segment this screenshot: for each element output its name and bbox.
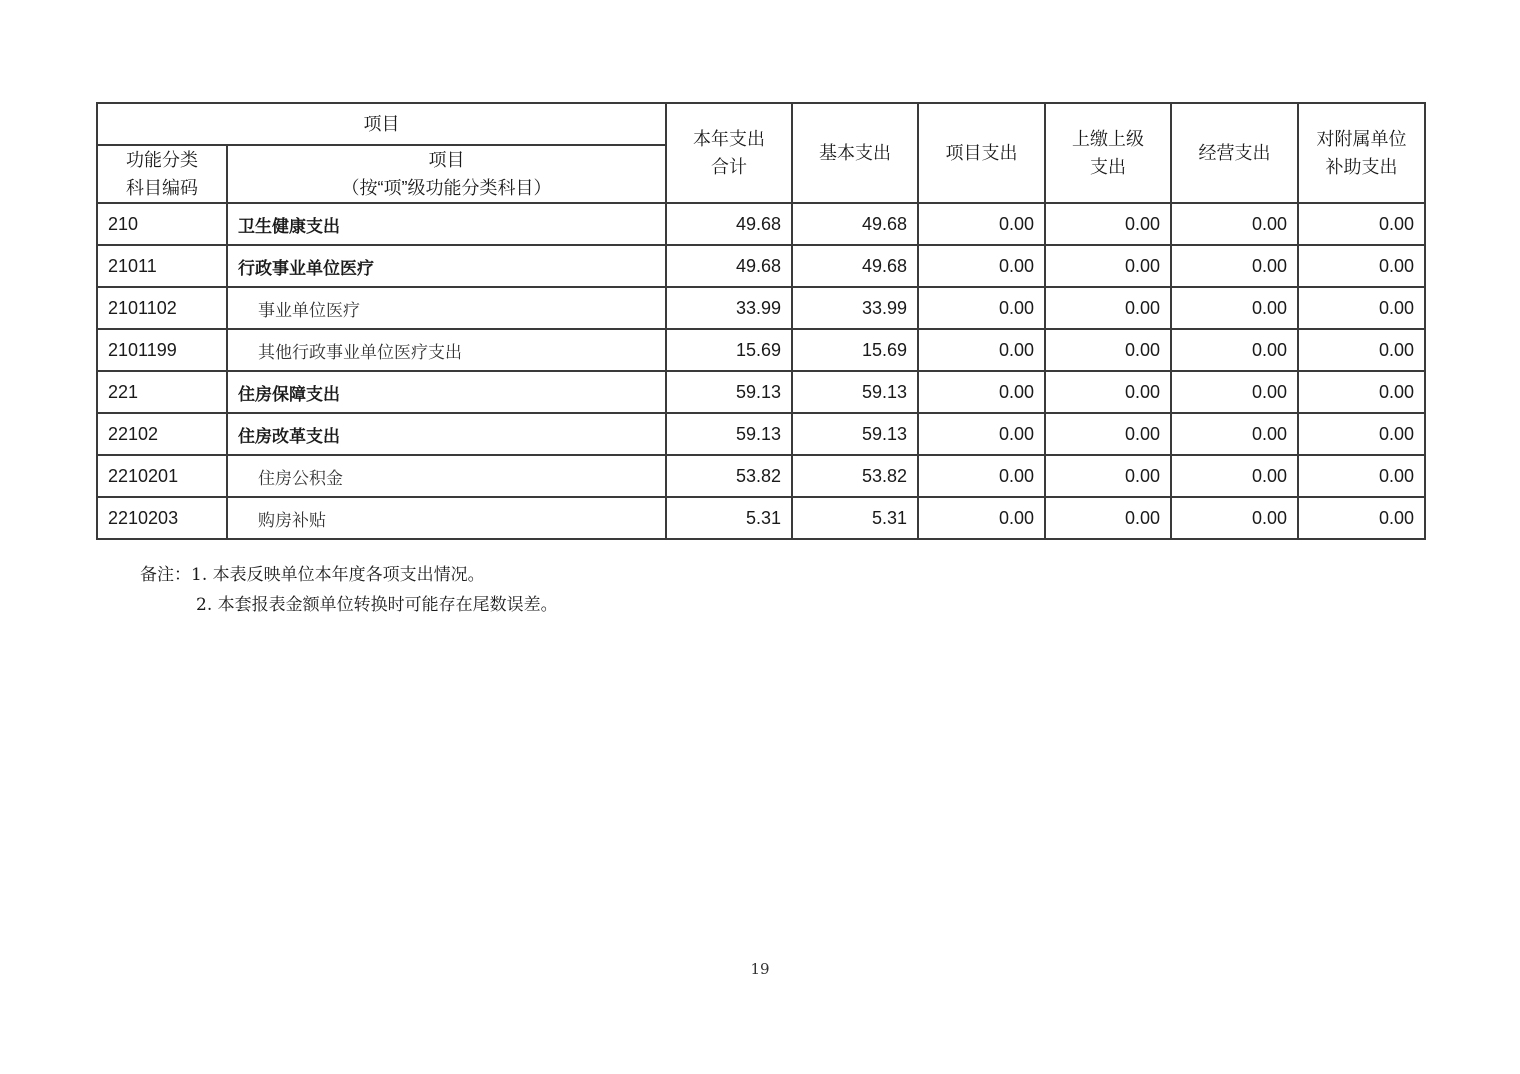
cell-project: 0.00	[918, 455, 1045, 497]
header-code-line2: 科目编码	[126, 178, 198, 198]
cell-remit: 0.00	[1045, 203, 1171, 245]
cell-remit: 0.00	[1045, 497, 1171, 539]
cell-basic: 53.82	[792, 455, 918, 497]
cell-name: 住房公积金	[227, 455, 666, 497]
cell-project: 0.00	[918, 371, 1045, 413]
cell-name: 住房改革支出	[227, 413, 666, 455]
cell-code: 2101199	[97, 329, 227, 371]
cell-subsidy: 0.00	[1298, 245, 1425, 287]
header-total	[666, 103, 792, 203]
header-subsidy	[1298, 103, 1425, 203]
header-total-line2: 合计	[711, 157, 747, 177]
cell-project: 0.00	[918, 203, 1045, 245]
cell-name: 行政事业单位医疗	[227, 245, 666, 287]
cell-remit: 0.00	[1045, 245, 1171, 287]
header-code-line1: 功能分类	[126, 150, 198, 170]
cell-operating: 0.00	[1171, 245, 1298, 287]
header-remit	[1045, 103, 1171, 203]
header-total-line1: 本年支出	[693, 129, 765, 149]
header-name-line2: （按“项”级功能分类科目）	[341, 178, 552, 198]
cell-name: 事业单位医疗	[227, 287, 666, 329]
cell-total: 59.13	[666, 371, 792, 413]
cell-remit: 0.00	[1045, 413, 1171, 455]
cell-subsidy: 0.00	[1298, 455, 1425, 497]
cell-operating: 0.00	[1171, 497, 1298, 539]
header-subsidy-line1: 对附属单位	[1316, 129, 1407, 149]
header-row-top	[97, 103, 1425, 145]
cell-basic: 33.99	[792, 287, 918, 329]
table-row	[97, 455, 1425, 497]
cell-operating: 0.00	[1171, 455, 1298, 497]
cell-subsidy: 0.00	[1298, 497, 1425, 539]
table-row	[97, 371, 1425, 413]
cell-project: 0.00	[918, 413, 1045, 455]
cell-name: 其他行政事业单位医疗支出	[227, 329, 666, 371]
cell-code: 2210201	[97, 455, 227, 497]
cell-total: 33.99	[666, 287, 792, 329]
cell-operating: 0.00	[1171, 371, 1298, 413]
cell-total: 53.82	[666, 455, 792, 497]
cell-basic: 5.31	[792, 497, 918, 539]
cell-total: 59.13	[666, 413, 792, 455]
note-line-2: 2. 本套报表金额单位转换时可能存在尾数误差。	[196, 595, 558, 615]
header-subsidy-line2: 补助支出	[1325, 157, 1398, 177]
expenditure-table	[96, 102, 1426, 540]
table-row	[97, 413, 1425, 455]
cell-code: 22102	[97, 413, 227, 455]
cell-project: 0.00	[918, 497, 1045, 539]
table-row	[97, 329, 1425, 371]
header-operating: 经营支出	[1171, 103, 1298, 203]
note-line-1: 备注：1. 本表反映单位本年度各项支出情况。	[140, 565, 485, 585]
cell-total: 5.31	[666, 497, 792, 539]
header-remit-line2: 支出	[1090, 157, 1126, 177]
header-item-group: 项目	[97, 103, 666, 145]
cell-code: 21011	[97, 245, 227, 287]
cell-remit: 0.00	[1045, 329, 1171, 371]
cell-total: 15.69	[666, 329, 792, 371]
header-code	[97, 145, 227, 203]
cell-code: 2101102	[97, 287, 227, 329]
cell-code: 2210203	[97, 497, 227, 539]
table-row	[97, 245, 1425, 287]
cell-remit: 0.00	[1045, 455, 1171, 497]
cell-remit: 0.00	[1045, 287, 1171, 329]
cell-basic: 59.13	[792, 413, 918, 455]
table-row	[97, 287, 1425, 329]
cell-operating: 0.00	[1171, 329, 1298, 371]
header-name-line1: 项目	[428, 150, 465, 170]
header-project: 项目支出	[918, 103, 1045, 203]
cell-project: 0.00	[918, 329, 1045, 371]
cell-basic: 59.13	[792, 371, 918, 413]
cell-subsidy: 0.00	[1298, 287, 1425, 329]
table-row	[97, 497, 1425, 539]
cell-operating: 0.00	[1171, 413, 1298, 455]
header-name	[227, 145, 666, 203]
header-basic: 基本支出	[792, 103, 918, 203]
cell-total: 49.68	[666, 245, 792, 287]
cell-code: 221	[97, 371, 227, 413]
cell-name: 卫生健康支出	[227, 203, 666, 245]
cell-basic: 49.68	[792, 203, 918, 245]
cell-basic: 15.69	[792, 329, 918, 371]
cell-name: 住房保障支出	[227, 371, 666, 413]
header-remit-line1: 上缴上级	[1072, 129, 1144, 149]
cell-operating: 0.00	[1171, 287, 1298, 329]
cell-subsidy: 0.00	[1298, 329, 1425, 371]
cell-subsidy: 0.00	[1298, 413, 1425, 455]
page-number: 19	[750, 960, 770, 978]
cell-basic: 49.68	[792, 245, 918, 287]
cell-name: 购房补贴	[227, 497, 666, 539]
table-notes	[140, 560, 558, 620]
cell-subsidy: 0.00	[1298, 371, 1425, 413]
cell-project: 0.00	[918, 245, 1045, 287]
cell-operating: 0.00	[1171, 203, 1298, 245]
cell-total: 49.68	[666, 203, 792, 245]
table-row	[97, 203, 1425, 245]
cell-remit: 0.00	[1045, 371, 1171, 413]
cell-subsidy: 0.00	[1298, 203, 1425, 245]
cell-project: 0.00	[918, 287, 1045, 329]
cell-code: 210	[97, 203, 227, 245]
